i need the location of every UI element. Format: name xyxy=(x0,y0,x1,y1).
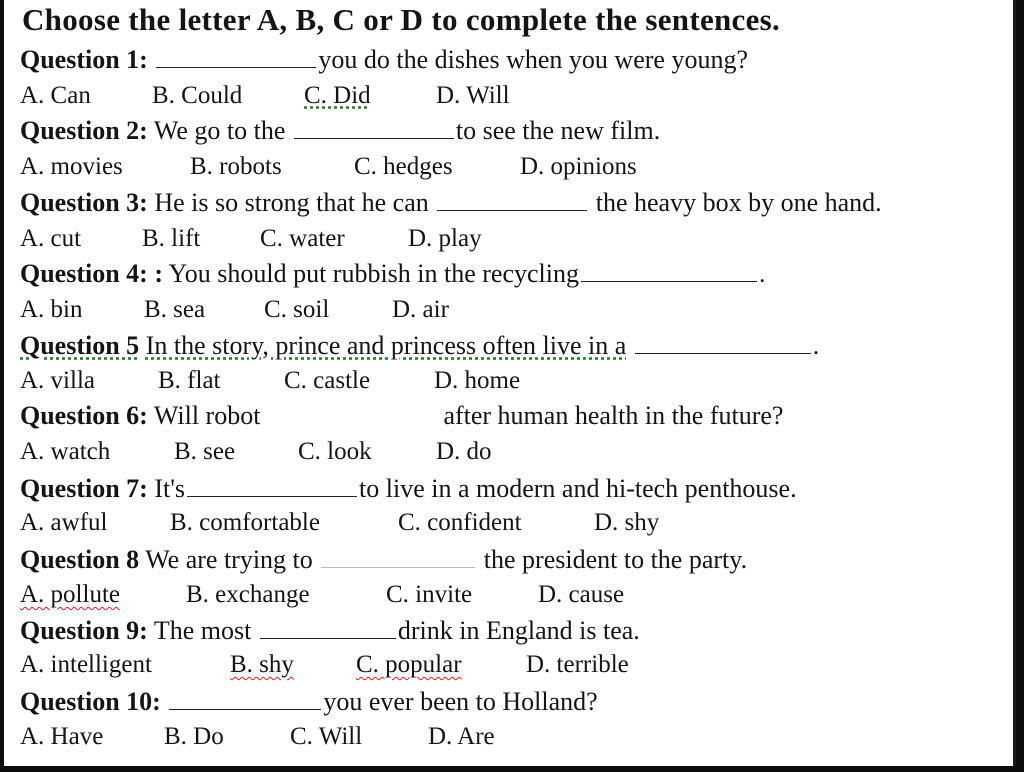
option-d: D. shy xyxy=(594,509,660,536)
options-3 xyxy=(20,224,482,254)
option-d: D. Will xyxy=(436,82,510,109)
option-b: B. flat xyxy=(158,367,221,394)
option-b: B. exchange xyxy=(186,581,310,608)
option-d: D. home xyxy=(434,367,521,394)
option-d: D. cause xyxy=(538,581,625,608)
question-label: Question 5 xyxy=(20,331,140,360)
question-label: Question 6: xyxy=(20,401,148,430)
question-after: after human health in the future? xyxy=(443,401,784,430)
option-b: B. shy xyxy=(230,651,294,678)
question-label: Question 8 xyxy=(20,545,140,574)
answer-blank xyxy=(260,616,396,639)
option-c: C. Will xyxy=(290,723,363,750)
answer-blank xyxy=(635,331,811,354)
option-c: C. castle xyxy=(284,367,371,394)
option-c: C. invite xyxy=(386,581,473,608)
option-a: A. intelligent xyxy=(20,651,152,678)
question-label: Question 10: xyxy=(20,687,161,716)
option-b: B. comfortable xyxy=(170,509,320,536)
answer-blank xyxy=(437,188,587,211)
question-after: the president to the party. xyxy=(483,545,748,574)
question-after: you ever been to Holland? xyxy=(323,687,598,716)
option-c: C. water xyxy=(260,225,345,252)
option-d: D. play xyxy=(408,225,482,252)
option-a: A. Have xyxy=(20,723,104,750)
question-2 xyxy=(20,115,660,147)
question-before: In the story, prince and princess often live in a xyxy=(145,331,627,360)
option-c: C. look xyxy=(298,438,372,465)
answer-blank xyxy=(294,116,454,139)
option-c: C. soil xyxy=(264,296,330,323)
question-label: Question 4: : xyxy=(20,259,163,288)
question-label: Question 7: xyxy=(20,474,148,503)
question-after: the heavy box by one hand. xyxy=(595,188,882,217)
option-d: D. opinions xyxy=(520,153,637,180)
question-after: to live in a modern and hi-tech penthouse. xyxy=(359,474,797,503)
option-a: A. awful xyxy=(20,509,108,536)
question-before: Will robot xyxy=(153,401,261,430)
option-b: B. Do xyxy=(164,723,224,750)
options-7 xyxy=(20,508,659,538)
question-after: you do the dishes when you were young? xyxy=(318,45,748,74)
question-label: Question 2: xyxy=(20,116,148,145)
question-before: You should put rubbish in the recycling xyxy=(168,259,579,288)
option-b: B. robots xyxy=(190,153,282,180)
option-c: C. Did xyxy=(304,82,371,109)
option-d: D. air xyxy=(392,296,449,323)
option-a: A. cut xyxy=(20,225,82,252)
options-6 xyxy=(20,437,492,467)
option-c: C. popular xyxy=(356,651,462,678)
worksheet-heading: Choose the letter A, B, C or D to complete the sentences. xyxy=(22,2,781,37)
options-8 xyxy=(20,580,624,610)
question-before: The most xyxy=(153,616,252,645)
options-5 xyxy=(20,366,520,396)
question-label: Question 1: xyxy=(20,45,148,74)
option-a: A. watch xyxy=(20,438,111,465)
option-d: D. terrible xyxy=(526,651,629,678)
answer-blank xyxy=(581,259,757,282)
question-9 xyxy=(20,615,640,647)
question-after: . xyxy=(759,259,766,288)
worksheet xyxy=(4,0,1016,766)
question-3 xyxy=(20,187,882,219)
question-1 xyxy=(20,44,748,76)
question-after: . xyxy=(812,331,820,360)
option-a: A. villa xyxy=(20,367,95,394)
option-d: D. do xyxy=(436,438,492,465)
options-9 xyxy=(20,650,629,680)
question-label: Question 3: xyxy=(20,188,148,217)
question-7 xyxy=(20,473,797,505)
answer-blank xyxy=(169,687,321,710)
question-4 xyxy=(20,258,766,290)
question-before: We go to the xyxy=(153,116,286,145)
option-c: C. hedges xyxy=(354,153,453,180)
option-a: A. Can xyxy=(20,82,91,109)
question-before: We are trying to xyxy=(145,545,313,574)
question-10 xyxy=(20,686,598,718)
options-1 xyxy=(20,81,510,111)
option-b: B. see xyxy=(174,438,236,465)
option-b: B. sea xyxy=(144,296,206,323)
option-a: A. pollute xyxy=(20,581,120,608)
answer-blank xyxy=(321,545,475,568)
question-8 xyxy=(20,544,747,576)
question-after: to see the new film. xyxy=(455,116,661,145)
question-before: He is so strong that he can xyxy=(154,188,429,217)
question-5 xyxy=(20,330,819,362)
options-2 xyxy=(20,152,637,182)
question-label: Question 9: xyxy=(20,616,148,645)
options-4 xyxy=(20,295,449,325)
answer-blank xyxy=(156,45,316,68)
option-d: D. Are xyxy=(428,723,495,750)
option-a: A. movies xyxy=(20,153,123,180)
answer-blank xyxy=(187,474,357,497)
option-b: B. Could xyxy=(152,82,243,109)
options-10 xyxy=(20,722,495,752)
question-before: It's xyxy=(154,474,186,503)
question-after: drink in England is tea. xyxy=(397,616,640,645)
option-c: C. confident xyxy=(398,509,522,536)
question-6 xyxy=(20,400,783,432)
option-b: B. lift xyxy=(142,225,201,252)
option-a: A. bin xyxy=(20,296,83,323)
